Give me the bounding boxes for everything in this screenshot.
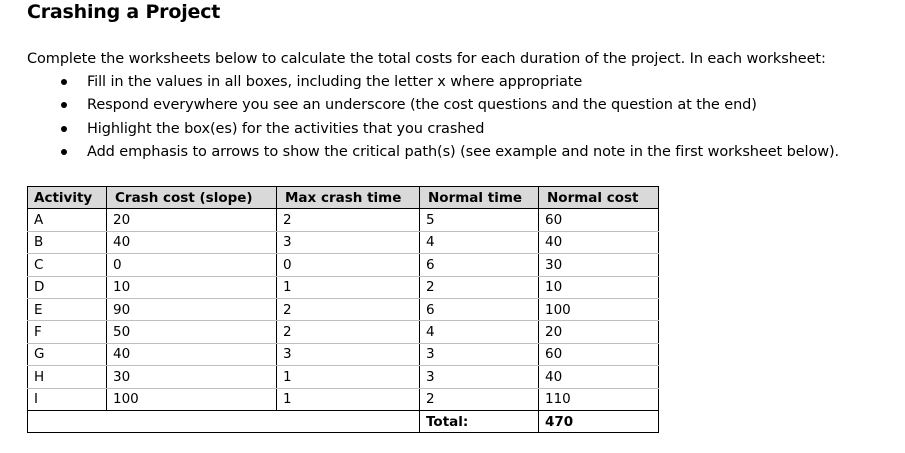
header-normal-cost: Normal cost	[539, 187, 659, 209]
max-crash-time-cell: 0	[277, 254, 420, 276]
table-row	[28, 254, 659, 276]
normal-time-cell: 3	[420, 366, 539, 388]
normal-time-cell: 4	[420, 231, 539, 253]
activity-cell: A	[28, 209, 107, 231]
normal-cost-cell: 110	[539, 388, 659, 410]
normal-time-cell: 2	[420, 388, 539, 410]
table-row	[28, 321, 659, 343]
table-row	[28, 276, 659, 298]
normal-time-cell: 6	[420, 298, 539, 320]
table-header-row	[28, 187, 659, 209]
max-crash-time-cell: 2	[277, 209, 420, 231]
total-blank-cell	[107, 410, 277, 432]
max-crash-time-cell: 1	[277, 366, 420, 388]
activity-cell: I	[28, 388, 107, 410]
table-row	[28, 298, 659, 320]
total-value: 470	[539, 410, 659, 432]
normal-cost-cell: 40	[539, 366, 659, 388]
table-row	[28, 343, 659, 365]
header-normal-time: Normal time	[420, 187, 539, 209]
crash-cost-cell: 40	[107, 343, 277, 365]
crash-cost-cell: 100	[107, 388, 277, 410]
total-row	[28, 410, 659, 432]
normal-time-cell: 3	[420, 343, 539, 365]
activity-cell: F	[28, 321, 107, 343]
normal-time-cell: 5	[420, 209, 539, 231]
activity-cell: E	[28, 298, 107, 320]
activity-cell: G	[28, 343, 107, 365]
crash-cost-cell: 0	[107, 254, 277, 276]
normal-cost-cell: 60	[539, 343, 659, 365]
activity-cell: C	[28, 254, 107, 276]
header-crash-cost: Crash cost (slope)	[107, 187, 277, 209]
page-title: Crashing a Project	[27, 1, 221, 23]
normal-cost-cell: 20	[539, 321, 659, 343]
normal-time-cell: 6	[420, 254, 539, 276]
table-row	[28, 366, 659, 388]
max-crash-time-cell: 1	[277, 276, 420, 298]
normal-cost-cell: 10	[539, 276, 659, 298]
table-row	[28, 231, 659, 253]
normal-time-cell: 4	[420, 321, 539, 343]
crash-cost-cell: 90	[107, 298, 277, 320]
normal-cost-cell: 100	[539, 298, 659, 320]
crash-cost-cell: 40	[107, 231, 277, 253]
table-row	[28, 209, 659, 231]
max-crash-time-cell: 2	[277, 321, 420, 343]
header-max-crash-time: Max crash time	[277, 187, 420, 209]
normal-cost-cell: 60	[539, 209, 659, 231]
max-crash-time-cell: 3	[277, 231, 420, 253]
instruction-item: Add emphasis to arrows to show the critical path(s) (see example and note in the first worksheet below).	[27, 142, 839, 165]
instruction-item: Highlight the box(es) for the activities that you crashed	[27, 119, 839, 142]
instruction-item: Fill in the values in all boxes, including the letter x where appropriate	[27, 72, 839, 95]
total-blank-cell	[28, 410, 107, 432]
normal-time-cell: 2	[420, 276, 539, 298]
max-crash-time-cell: 1	[277, 388, 420, 410]
instructions-intro: Complete the worksheets below to calculate the total costs for each duration of the project. In each worksheet:	[27, 51, 826, 67]
instructions-list	[27, 72, 839, 165]
activity-cell: H	[28, 366, 107, 388]
crash-cost-cell: 10	[107, 276, 277, 298]
activity-cell: D	[28, 276, 107, 298]
instruction-item: Respond everywhere you see an underscore (the cost questions and the question at the end)	[27, 95, 839, 118]
crash-cost-cell: 30	[107, 366, 277, 388]
max-crash-time-cell: 2	[277, 298, 420, 320]
crash-cost-cell: 50	[107, 321, 277, 343]
crash-cost-cell: 20	[107, 209, 277, 231]
normal-cost-cell: 40	[539, 231, 659, 253]
crash-cost-table	[27, 186, 659, 433]
normal-cost-cell: 30	[539, 254, 659, 276]
total-blank-cell	[277, 410, 420, 432]
max-crash-time-cell: 3	[277, 343, 420, 365]
header-activity: Activity	[28, 187, 107, 209]
activity-cell: B	[28, 231, 107, 253]
table-row	[28, 388, 659, 410]
total-label: Total:	[420, 410, 539, 432]
